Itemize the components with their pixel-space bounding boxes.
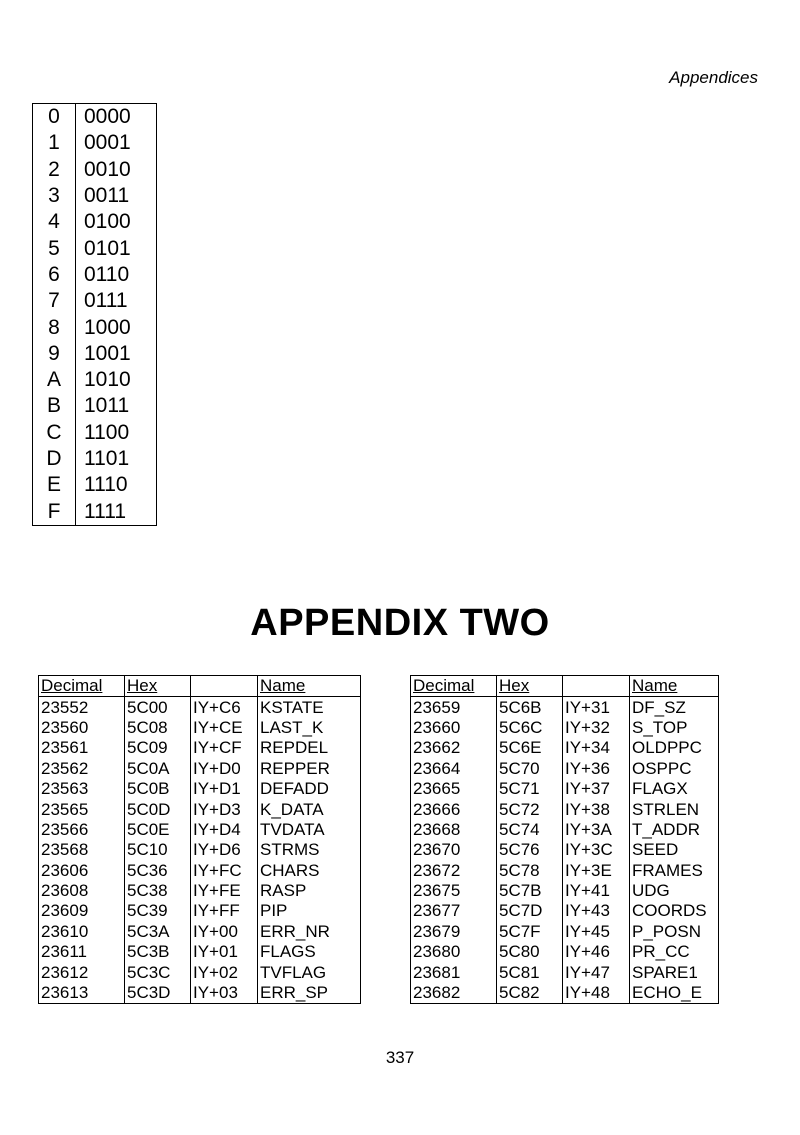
table-row [39, 922, 361, 942]
table-row [33, 104, 157, 131]
appendix-title: APPENDIX TWO [250, 602, 550, 644]
iy-offset-cell: IY+CE [191, 718, 258, 738]
variable-name-cell: T_ADDR [630, 820, 719, 840]
hex-address-cell: 5C74 [497, 820, 563, 840]
iy-offset-cell: IY+FF [191, 901, 258, 921]
hex-address-cell: 5C10 [125, 840, 191, 860]
decimal-address-cell: 23677 [411, 901, 497, 921]
hex-address-cell: 5C3A [125, 922, 191, 942]
decimal-address-cell: 23611 [39, 942, 125, 962]
table-row [39, 840, 361, 860]
iy-offset-cell: IY+41 [563, 881, 630, 901]
variable-name-cell: STRMS [258, 840, 361, 860]
table-row [411, 759, 719, 779]
decimal-address-cell: 23682 [411, 983, 497, 1004]
hex-address-cell: 5C3D [125, 983, 191, 1004]
table-row [411, 718, 719, 738]
binary-value-cell: 1111 [76, 498, 157, 525]
hex-address-cell: 5C08 [125, 718, 191, 738]
table-row [39, 738, 361, 758]
hex-digit-cell: F [33, 498, 76, 525]
hex-address-cell: 5C71 [497, 779, 563, 799]
binary-value-cell: 0101 [76, 235, 157, 261]
iy-offset-cell: IY+FC [191, 861, 258, 881]
variable-name-cell: ERR_NR [258, 922, 361, 942]
table-row [39, 799, 361, 819]
hex-digit-cell: D [33, 446, 76, 472]
decimal-address-cell: 23681 [411, 962, 497, 982]
table-row [411, 820, 719, 840]
iy-offset-cell: IY+FE [191, 881, 258, 901]
table-row [411, 799, 719, 819]
table-row [39, 779, 361, 799]
table-row [39, 983, 361, 1004]
decimal-address-cell: 23568 [39, 840, 125, 860]
hex-address-cell: 5C00 [125, 697, 191, 718]
col-header-name: Name [630, 676, 719, 697]
hex-digit-cell: 1 [33, 130, 76, 156]
page-number: 337 [385, 1048, 415, 1067]
hex-address-cell: 5C70 [497, 759, 563, 779]
hex-address-cell: 5C72 [497, 799, 563, 819]
table-row [411, 983, 719, 1004]
variable-name-cell: PIP [258, 901, 361, 921]
decimal-address-cell: 23672 [411, 861, 497, 881]
table-row [33, 235, 157, 261]
iy-offset-cell: IY+32 [563, 718, 630, 738]
iy-offset-cell: IY+D4 [191, 820, 258, 840]
decimal-address-cell: 23610 [39, 922, 125, 942]
decimal-address-cell: 23660 [411, 718, 497, 738]
table-row [39, 942, 361, 962]
decimal-address-cell: 23612 [39, 962, 125, 982]
system-variables-table-left [38, 675, 361, 1004]
iy-offset-cell: IY+3E [563, 861, 630, 881]
iy-offset-cell: IY+D3 [191, 799, 258, 819]
hex-digit-cell: 8 [33, 314, 76, 340]
hex-address-cell: 5C7F [497, 922, 563, 942]
hex-digit-cell: C [33, 420, 76, 446]
table-row [39, 962, 361, 982]
variable-name-cell: FLAGX [630, 779, 719, 799]
binary-value-cell: 1011 [76, 393, 157, 419]
hex-address-cell: 5C82 [497, 983, 563, 1004]
binary-value-cell: 0010 [76, 157, 157, 183]
decimal-address-cell: 23613 [39, 983, 125, 1004]
iy-offset-cell: IY+47 [563, 962, 630, 982]
table-row [33, 498, 157, 525]
variable-name-cell: FRAMES [630, 861, 719, 881]
variable-name-cell: OSPPC [630, 759, 719, 779]
table-row [33, 183, 157, 209]
col-header-decimal: Decimal [39, 676, 125, 697]
variable-name-cell: FLAGS [258, 942, 361, 962]
hex-digit-cell: 6 [33, 262, 76, 288]
variable-name-cell: TVFLAG [258, 962, 361, 982]
decimal-address-cell: 23563 [39, 779, 125, 799]
table-row [411, 840, 719, 860]
table-row [33, 314, 157, 340]
system-variables-table-right [410, 675, 719, 1004]
hex-address-cell: 5C3C [125, 962, 191, 982]
decimal-address-cell: 23662 [411, 738, 497, 758]
hex-address-cell: 5C78 [497, 861, 563, 881]
decimal-address-cell: 23565 [39, 799, 125, 819]
variable-name-cell: TVDATA [258, 820, 361, 840]
binary-value-cell: 1101 [76, 446, 157, 472]
iy-offset-cell: IY+D6 [191, 840, 258, 860]
decimal-address-cell: 23666 [411, 799, 497, 819]
hex-address-cell: 5C3B [125, 942, 191, 962]
iy-offset-cell: IY+03 [191, 983, 258, 1004]
table-row [33, 367, 157, 393]
hex-address-cell: 5C38 [125, 881, 191, 901]
decimal-address-cell: 23680 [411, 942, 497, 962]
decimal-address-cell: 23608 [39, 881, 125, 901]
table-row [33, 420, 157, 446]
decimal-address-cell: 23668 [411, 820, 497, 840]
col-header-hex: Hex [125, 676, 191, 697]
table-row [411, 779, 719, 799]
table-row [33, 209, 157, 235]
iy-offset-cell: IY+45 [563, 922, 630, 942]
table-row [39, 697, 361, 718]
binary-value-cell: 0111 [76, 288, 157, 314]
col-header-iy [191, 676, 258, 697]
hex-address-cell: 5C80 [497, 942, 563, 962]
col-header-iy [563, 676, 630, 697]
variable-name-cell: P_POSN [630, 922, 719, 942]
hex-digit-cell: E [33, 472, 76, 498]
hex-digit-cell: B [33, 393, 76, 419]
hex-address-cell: 5C81 [497, 962, 563, 982]
binary-value-cell: 0100 [76, 209, 157, 235]
table-row [411, 738, 719, 758]
table-row [411, 962, 719, 982]
running-header: Appendices [669, 68, 758, 87]
variable-name-cell: KSTATE [258, 697, 361, 718]
decimal-address-cell: 23665 [411, 779, 497, 799]
iy-offset-cell: IY+D0 [191, 759, 258, 779]
decimal-address-cell: 23562 [39, 759, 125, 779]
decimal-address-cell: 23566 [39, 820, 125, 840]
variable-name-cell: SEED [630, 840, 719, 860]
table-row [33, 130, 157, 156]
iy-offset-cell: IY+D1 [191, 779, 258, 799]
hex-binary-table [32, 103, 157, 526]
binary-value-cell: 0001 [76, 130, 157, 156]
decimal-address-cell: 23552 [39, 697, 125, 718]
iy-offset-cell: IY+3A [563, 820, 630, 840]
hex-address-cell: 5C76 [497, 840, 563, 860]
table-row [33, 157, 157, 183]
col-header-decimal: Decimal [411, 676, 497, 697]
table-row [411, 901, 719, 921]
iy-offset-cell: IY+36 [563, 759, 630, 779]
hex-digit-cell: 2 [33, 157, 76, 183]
variable-name-cell: CHARS [258, 861, 361, 881]
decimal-address-cell: 23659 [411, 697, 497, 718]
decimal-address-cell: 23561 [39, 738, 125, 758]
binary-value-cell: 0110 [76, 262, 157, 288]
iy-offset-cell: IY+C6 [191, 697, 258, 718]
variable-name-cell: RASP [258, 881, 361, 901]
table-header-row [411, 676, 719, 697]
binary-value-cell: 1110 [76, 472, 157, 498]
hex-address-cell: 5C0D [125, 799, 191, 819]
hex-address-cell: 5C7B [497, 881, 563, 901]
iy-offset-cell: IY+43 [563, 901, 630, 921]
iy-offset-cell: IY+31 [563, 697, 630, 718]
table-row [39, 861, 361, 881]
binary-value-cell: 1001 [76, 341, 157, 367]
table-row [39, 901, 361, 921]
hex-address-cell: 5C7D [497, 901, 563, 921]
variable-name-cell: STRLEN [630, 799, 719, 819]
binary-value-cell: 0000 [76, 104, 157, 131]
hex-address-cell: 5C6C [497, 718, 563, 738]
variable-name-cell: S_TOP [630, 718, 719, 738]
table-row [33, 393, 157, 419]
variable-name-cell: ECHO_E [630, 983, 719, 1004]
variable-name-cell: ERR_SP [258, 983, 361, 1004]
binary-value-cell: 1100 [76, 420, 157, 446]
hex-address-cell: 5C39 [125, 901, 191, 921]
binary-value-cell: 1010 [76, 367, 157, 393]
table-row [33, 446, 157, 472]
variable-name-cell: K_DATA [258, 799, 361, 819]
iy-offset-cell: IY+34 [563, 738, 630, 758]
iy-offset-cell: IY+48 [563, 983, 630, 1004]
table-row [411, 922, 719, 942]
hex-digit-cell: A [33, 367, 76, 393]
binary-value-cell: 0011 [76, 183, 157, 209]
hex-digit-cell: 7 [33, 288, 76, 314]
binary-value-cell: 1000 [76, 314, 157, 340]
iy-offset-cell: IY+37 [563, 779, 630, 799]
decimal-address-cell: 23609 [39, 901, 125, 921]
hex-address-cell: 5C0B [125, 779, 191, 799]
iy-offset-cell: IY+3C [563, 840, 630, 860]
table-header-row [39, 676, 361, 697]
decimal-address-cell: 23675 [411, 881, 497, 901]
hex-digit-cell: 4 [33, 209, 76, 235]
decimal-address-cell: 23664 [411, 759, 497, 779]
decimal-address-cell: 23606 [39, 861, 125, 881]
variable-name-cell: OLDPPC [630, 738, 719, 758]
variable-name-cell: PR_CC [630, 942, 719, 962]
table-row [411, 942, 719, 962]
table-row [411, 881, 719, 901]
table-row [33, 341, 157, 367]
hex-address-cell: 5C36 [125, 861, 191, 881]
hex-address-cell: 5C6B [497, 697, 563, 718]
table-row [411, 861, 719, 881]
table-row [33, 262, 157, 288]
table-row [33, 472, 157, 498]
hex-digit-cell: 3 [33, 183, 76, 209]
variable-name-cell: LAST_K [258, 718, 361, 738]
table-row [39, 759, 361, 779]
hex-digit-cell: 0 [33, 104, 76, 131]
iy-offset-cell: IY+02 [191, 962, 258, 982]
variable-name-cell: DEFADD [258, 779, 361, 799]
variable-name-cell: UDG [630, 881, 719, 901]
hex-address-cell: 5C09 [125, 738, 191, 758]
decimal-address-cell: 23679 [411, 922, 497, 942]
table-row [39, 718, 361, 738]
table-row [411, 697, 719, 718]
variable-name-cell: COORDS [630, 901, 719, 921]
variable-name-cell: REPPER [258, 759, 361, 779]
iy-offset-cell: IY+38 [563, 799, 630, 819]
col-header-hex: Hex [497, 676, 563, 697]
decimal-address-cell: 23670 [411, 840, 497, 860]
table-row [39, 881, 361, 901]
hex-address-cell: 5C0A [125, 759, 191, 779]
iy-offset-cell: IY+46 [563, 942, 630, 962]
iy-offset-cell: IY+CF [191, 738, 258, 758]
decimal-address-cell: 23560 [39, 718, 125, 738]
hex-address-cell: 5C0E [125, 820, 191, 840]
iy-offset-cell: IY+01 [191, 942, 258, 962]
variable-name-cell: DF_SZ [630, 697, 719, 718]
table-row [33, 288, 157, 314]
col-header-name: Name [258, 676, 361, 697]
hex-digit-cell: 9 [33, 341, 76, 367]
hex-address-cell: 5C6E [497, 738, 563, 758]
iy-offset-cell: IY+00 [191, 922, 258, 942]
variable-name-cell: REPDEL [258, 738, 361, 758]
variable-name-cell: SPARE1 [630, 962, 719, 982]
table-row [39, 820, 361, 840]
hex-digit-cell: 5 [33, 235, 76, 261]
